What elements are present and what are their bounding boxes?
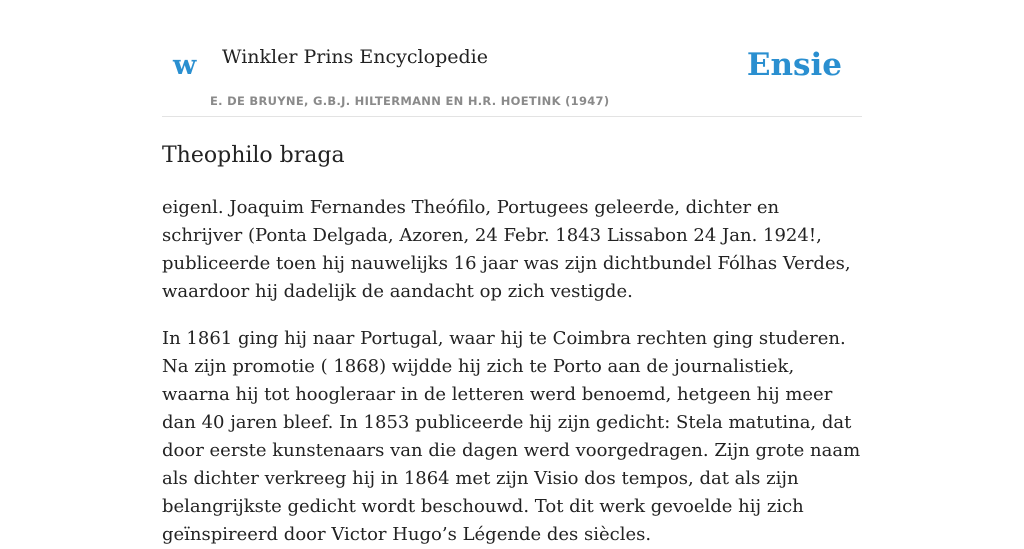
article-title: Theophilo braga xyxy=(162,143,345,168)
ensie-logo[interactable]: Ensie xyxy=(746,47,842,83)
publication-title[interactable]: Winkler Prins Encyclopedie xyxy=(222,46,488,68)
page xyxy=(162,0,862,549)
article-paragraph: In 1861 ging hij naar Portugal, waar hij te Coimbra rechten ging studeren. Na zijn promotie ( 1868) wijdde hij zich te Porto aan de journalistiek, waarna hij tot hoogleraar in de letteren werd benoemd, hetgeen hij meer dan 40 jaren bleef. In 1853 publiceerde hij zijn gedicht: Stela matutina, dat door eerste kunstenaars van die dagen werd voorgedragen. Zijn grote naam als dichter verkreeg hij in 1864 met zijn Visio dos tempos, dat als zijn belangrijkste gedicht wordt beschouwd. Tot dit werk gevoelde hij zich geïnspireerd door Victor Hugo’s Légende des siècles. xyxy=(162,328,861,545)
site-header xyxy=(162,0,862,117)
winkler-prins-logo-icon[interactable]: w xyxy=(173,50,197,81)
publication-authors: E. DE BRUYNE, G.B.J. HILTERMANN EN H.R. HOETINK (1947) xyxy=(210,94,610,108)
article-paragraph: eigenl. Joaquim Fernandes Theófilo, Portugees geleerde, dichter en schrijver (Ponta Delgada, Azoren, 24 Febr. 1843 Lissabon 24 Jan. 1924!, publiceerde toen hij nauwelijks 16 jaar was zijn dichtbundel Fólhas Verdes, waardoor hij dadelijk de aandacht op zich vestigde. xyxy=(162,197,851,302)
